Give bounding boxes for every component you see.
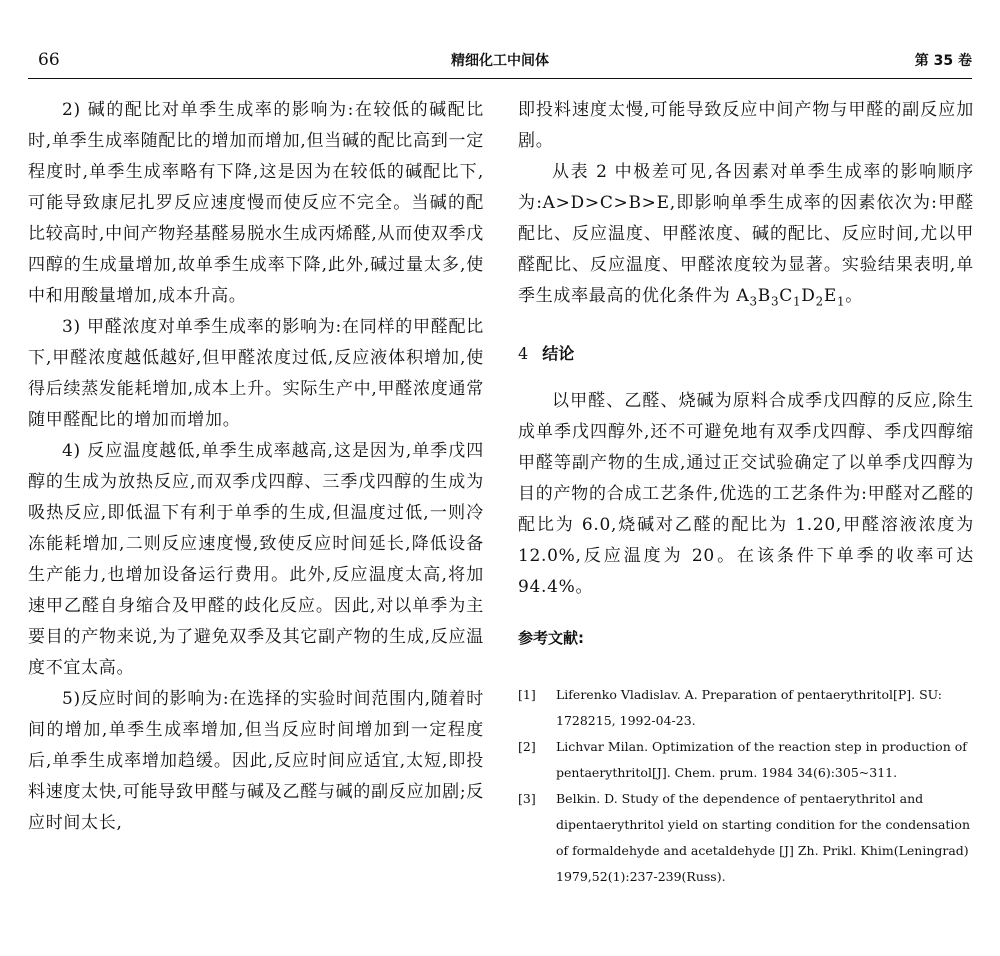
section-title: 结论 [542, 344, 575, 364]
range-analysis-text: 从表 2 中极差可见,各因素对单季生成率的影响顺序为:A>D>C>B>E,即影响单季生成率的因素依次为:甲醛配比、反应温度、甲醛浓度、碱的配比、反应时间,尤以甲醛配比、反应温度、甲醛浓度较为显著。实验结果表明,单季生成率最高的优化条件为 [518, 162, 974, 306]
paragraph-conclusion: 以甲醛、乙醛、烧碱为原料合成季戊四醇的反应,除生成单季戊四醇外,还不可避免地有双季戊四醇、季戊四醇缩甲醛等副产物的生成,通过正交试验确定了以单季戊四醇为目的产物的合成工艺条件,优选的工艺条件为:甲醛对乙醛的配比为 6.0,烧碱对乙醛的配比为 1.20,甲醛溶液浓度为 12.0%,反应温度为 20。在该条件下单季的收率可达 94.4%。 [518, 391, 974, 598]
reference-item [518, 682, 974, 734]
paragraph-range-analysis [518, 157, 974, 317]
journal-title: 精细化工中间体 [451, 53, 549, 69]
volume-label: 第 35 卷 [914, 53, 972, 69]
page-number: 66 [38, 50, 60, 70]
reference-number: [3] [518, 791, 536, 807]
references-heading: 参考文献: [518, 629, 584, 648]
section-heading-conclusion [518, 341, 974, 364]
left-column [28, 95, 484, 839]
reference-item [518, 786, 974, 890]
header-rule [28, 78, 972, 79]
right-column [518, 95, 974, 890]
reference-text: Lichvar Milan. Optimization of the reaction step in production of pentaerythritol[J]. Chem. prum. 1984 34(6):305~311. [556, 739, 967, 781]
paragraph-reaction-temperature: 4) 反应温度越低,单季生成率越高,这是因为,单季戊四醇的生成为放热反应,而双季戊四醇、三季戊四醇的生成为吸热反应,即低温下有利于单季的生成,但温度过低,一则冷冻能耗增加,二则反应速度慢,致使反应时间延长,降低设备生产能力,也增加设备运行费用。此外,反应温度太高,将加速甲乙醛自身缩合及甲醛的歧化反应。因此,对以单季为主要目的产物来说,为了避免双季及其它副产物的生成,反应温度不宜太高。 [28, 441, 484, 678]
paragraph-continuation: 即投料速度太慢,可能导致反应中间产物与甲醛的副反应加剧。 [518, 100, 974, 151]
paragraph-formaldehyde-concentration: 3) 甲醛浓度对单季生成率的影响为:在同样的甲醛配比下,甲醛浓度越低越好,但甲醛浓度过低,反应液体积增加,使得后续蒸发能耗增加,成本上升。实际生产中,甲醛浓度通常随甲醛配比的增加而增加。 [28, 317, 484, 430]
reference-number: [1] [518, 687, 536, 703]
optimal-condition: $A_3B_3C_1D_2E_1$。 [736, 286, 863, 309]
reference-text: Liferenko Vladislav. A. Preparation of pentaerythritol[P]. SU: 1728215, 1992-04-23. [556, 687, 942, 729]
reference-number: [2] [518, 739, 536, 755]
section-number: 4 [518, 344, 529, 364]
paragraph-base-ratio: 2) 碱的配比对单季生成率的影响为:在较低的碱配比时,单季生成率随配比的增加而增加,但当碱的配比高到一定程度时,单季生成率略有下降,这是因为在较低的碱配比下,可能导致康尼扎罗反应速度慢而使反应不完全。当碱的配比较高时,中间产物羟基醛易脱水生成丙烯醛,从而使双季戊四醇的生成量增加,故单季生成率下降,此外,碱过量太多,使中和用酸量增加,成本升高。 [28, 100, 484, 306]
running-header [28, 50, 972, 78]
reference-text: Belkin. D. Study of the dependence of pentaerythritol and dipentaerythritol yield on starting condition for the condensation of formaldehyde and acetaldehyde [J] Zh. Prikl. Khim(Leningrad) 1979,52(1):237-239(Russ). [556, 791, 971, 885]
paragraph-reaction-time: 5)反应时间的影响为:在选择的实验时间范围内,随着时间的增加,单季生成率增加,但当反应时间增加到一定程度后,单季生成率增加趋缓。因此,反应时间应适宜,太短,即投料速度太快,可能导致甲醛与碱及乙醛与碱的副反应加剧;反应时间太长, [28, 689, 484, 833]
reference-item [518, 734, 974, 786]
